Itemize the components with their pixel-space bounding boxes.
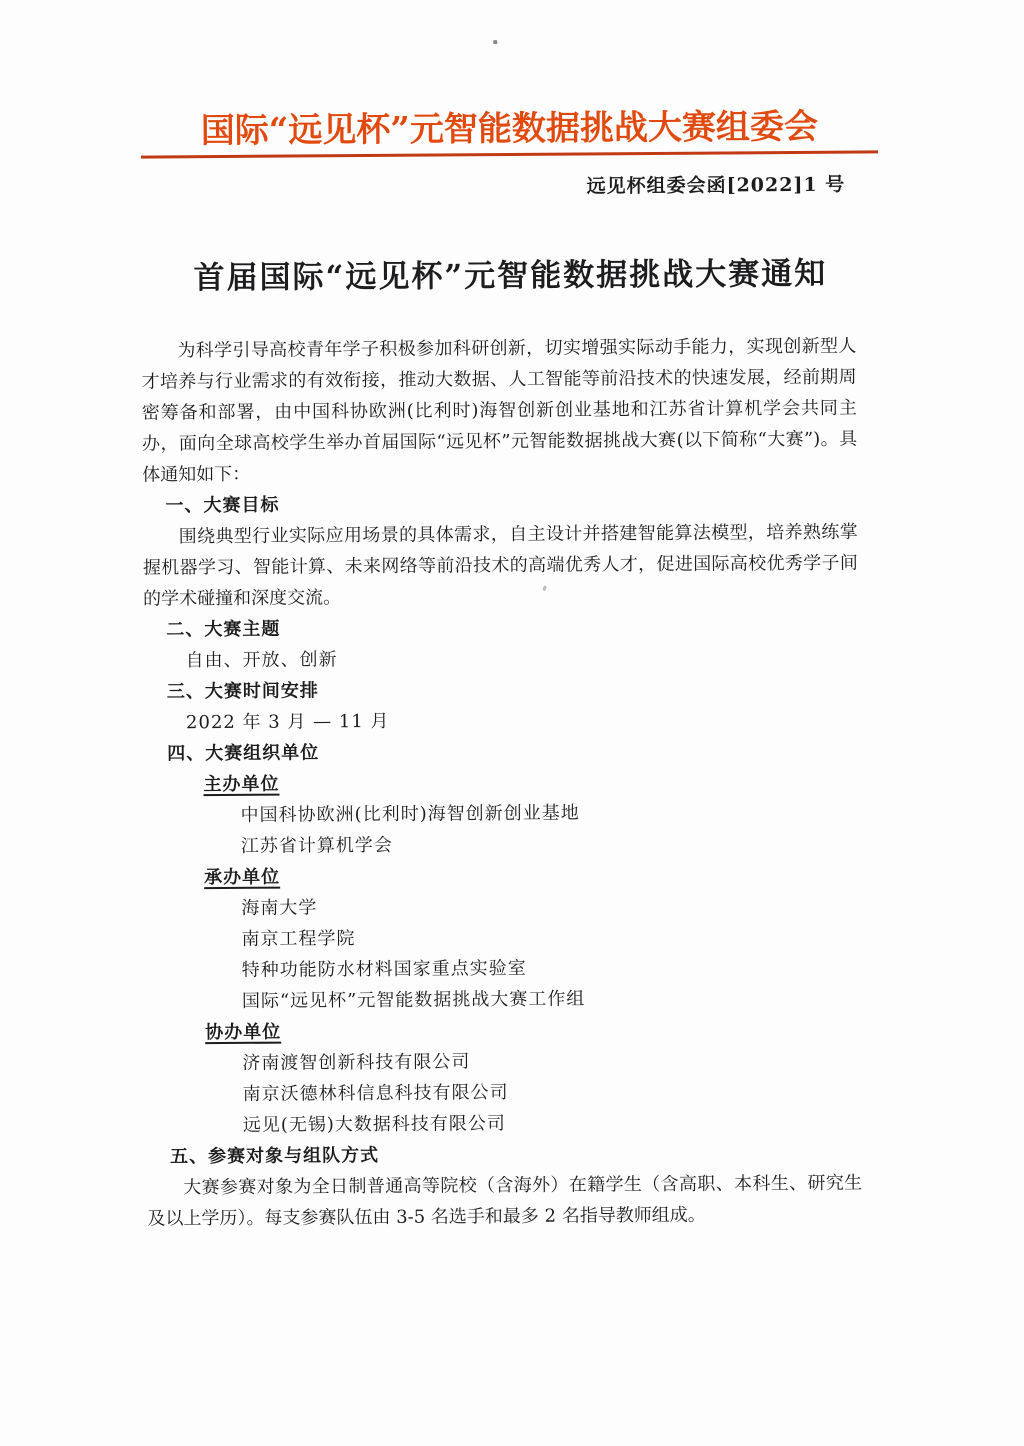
org-item: 南京工程学院	[241, 928, 356, 950]
org-item: 国际“远见杯”元智能数据挑战大赛工作组	[241, 988, 586, 1012]
section-heading: 五、参赛对象与组队方式	[169, 1144, 380, 1168]
scan-speck	[493, 40, 497, 44]
section-text: 2022 年 3 月 — 11 月	[185, 710, 390, 734]
body-paragraph: 大赛参赛对象为全日制普通高等院校（含海外）在籍学生（含高职、本科生、研究生及以上学历）。每支参赛队伍由 3-5 名选手和最多 2 名指导教师组成。	[147, 1172, 863, 1230]
org-item: 济南渡智创新科技有限公司	[242, 1051, 471, 1074]
org-subhead	[146, 1013, 861, 1049]
section-heading: 三、大赛时间安排	[166, 680, 319, 703]
org-subhead	[145, 858, 860, 894]
org-subhead-label: 承办单位	[204, 866, 281, 889]
section-text: 自由、开放、创新	[185, 649, 338, 672]
org-subhead-label: 协办单位	[205, 1021, 282, 1044]
section-heading: 二、大赛主题	[166, 618, 281, 641]
org-item: 江苏省计算机学会	[240, 834, 393, 857]
org-item: 南京沃德林科信息科技有限公司	[242, 1082, 509, 1105]
section-heading: 四、大赛组织单位	[167, 742, 320, 765]
section-heading: 一、大赛目标	[165, 494, 280, 517]
org-item: 特种功能防水材料国家重点实验室	[241, 957, 527, 981]
org-item: 海南大学	[241, 897, 318, 919]
document-number: 远见杯组委会函[2022]1 号	[586, 173, 846, 198]
org-item: 中国科协欧洲(比利时)海智创新创业基地	[240, 802, 580, 826]
org-subhead	[144, 765, 859, 801]
document-title: 首届国际“远见杯”元智能数据挑战大赛通知	[193, 255, 828, 297]
body-paragraph: 围绕典型行业实际应用场景的具体需求，自主设计并搭建智能算法模型，培养熟练掌握机器学习、智能计算、未来网络等前沿技术的高端优秀人才，促进国际高校优秀学子间的学术碰撞和深度交流。	[142, 521, 858, 610]
org-subhead-label: 主办单位	[203, 773, 280, 796]
body-paragraph: 为科学引导高校青年学子积极参加科研创新，切实增强实际动手能力，实现创新型人才培养与行业需求的有效衔接，推动大数据、人工智能等前沿技术的快速发展，经前期周密筹备和部署，由中国科协欧洲(比利时)海智创新创业基地和江苏省计算机学会共同主办，面向全球高校学生举办首届国际“远见杯”元智能数据挑战大赛(以下简称“大赛”)。具体通知如下：	[141, 335, 858, 486]
document-body	[141, 331, 862, 1235]
org-item: 远见(无锡)大数据科技有限公司	[242, 1113, 506, 1136]
letterhead-title: 国际“远见杯”元智能数据挑战大赛组委会	[200, 106, 819, 152]
